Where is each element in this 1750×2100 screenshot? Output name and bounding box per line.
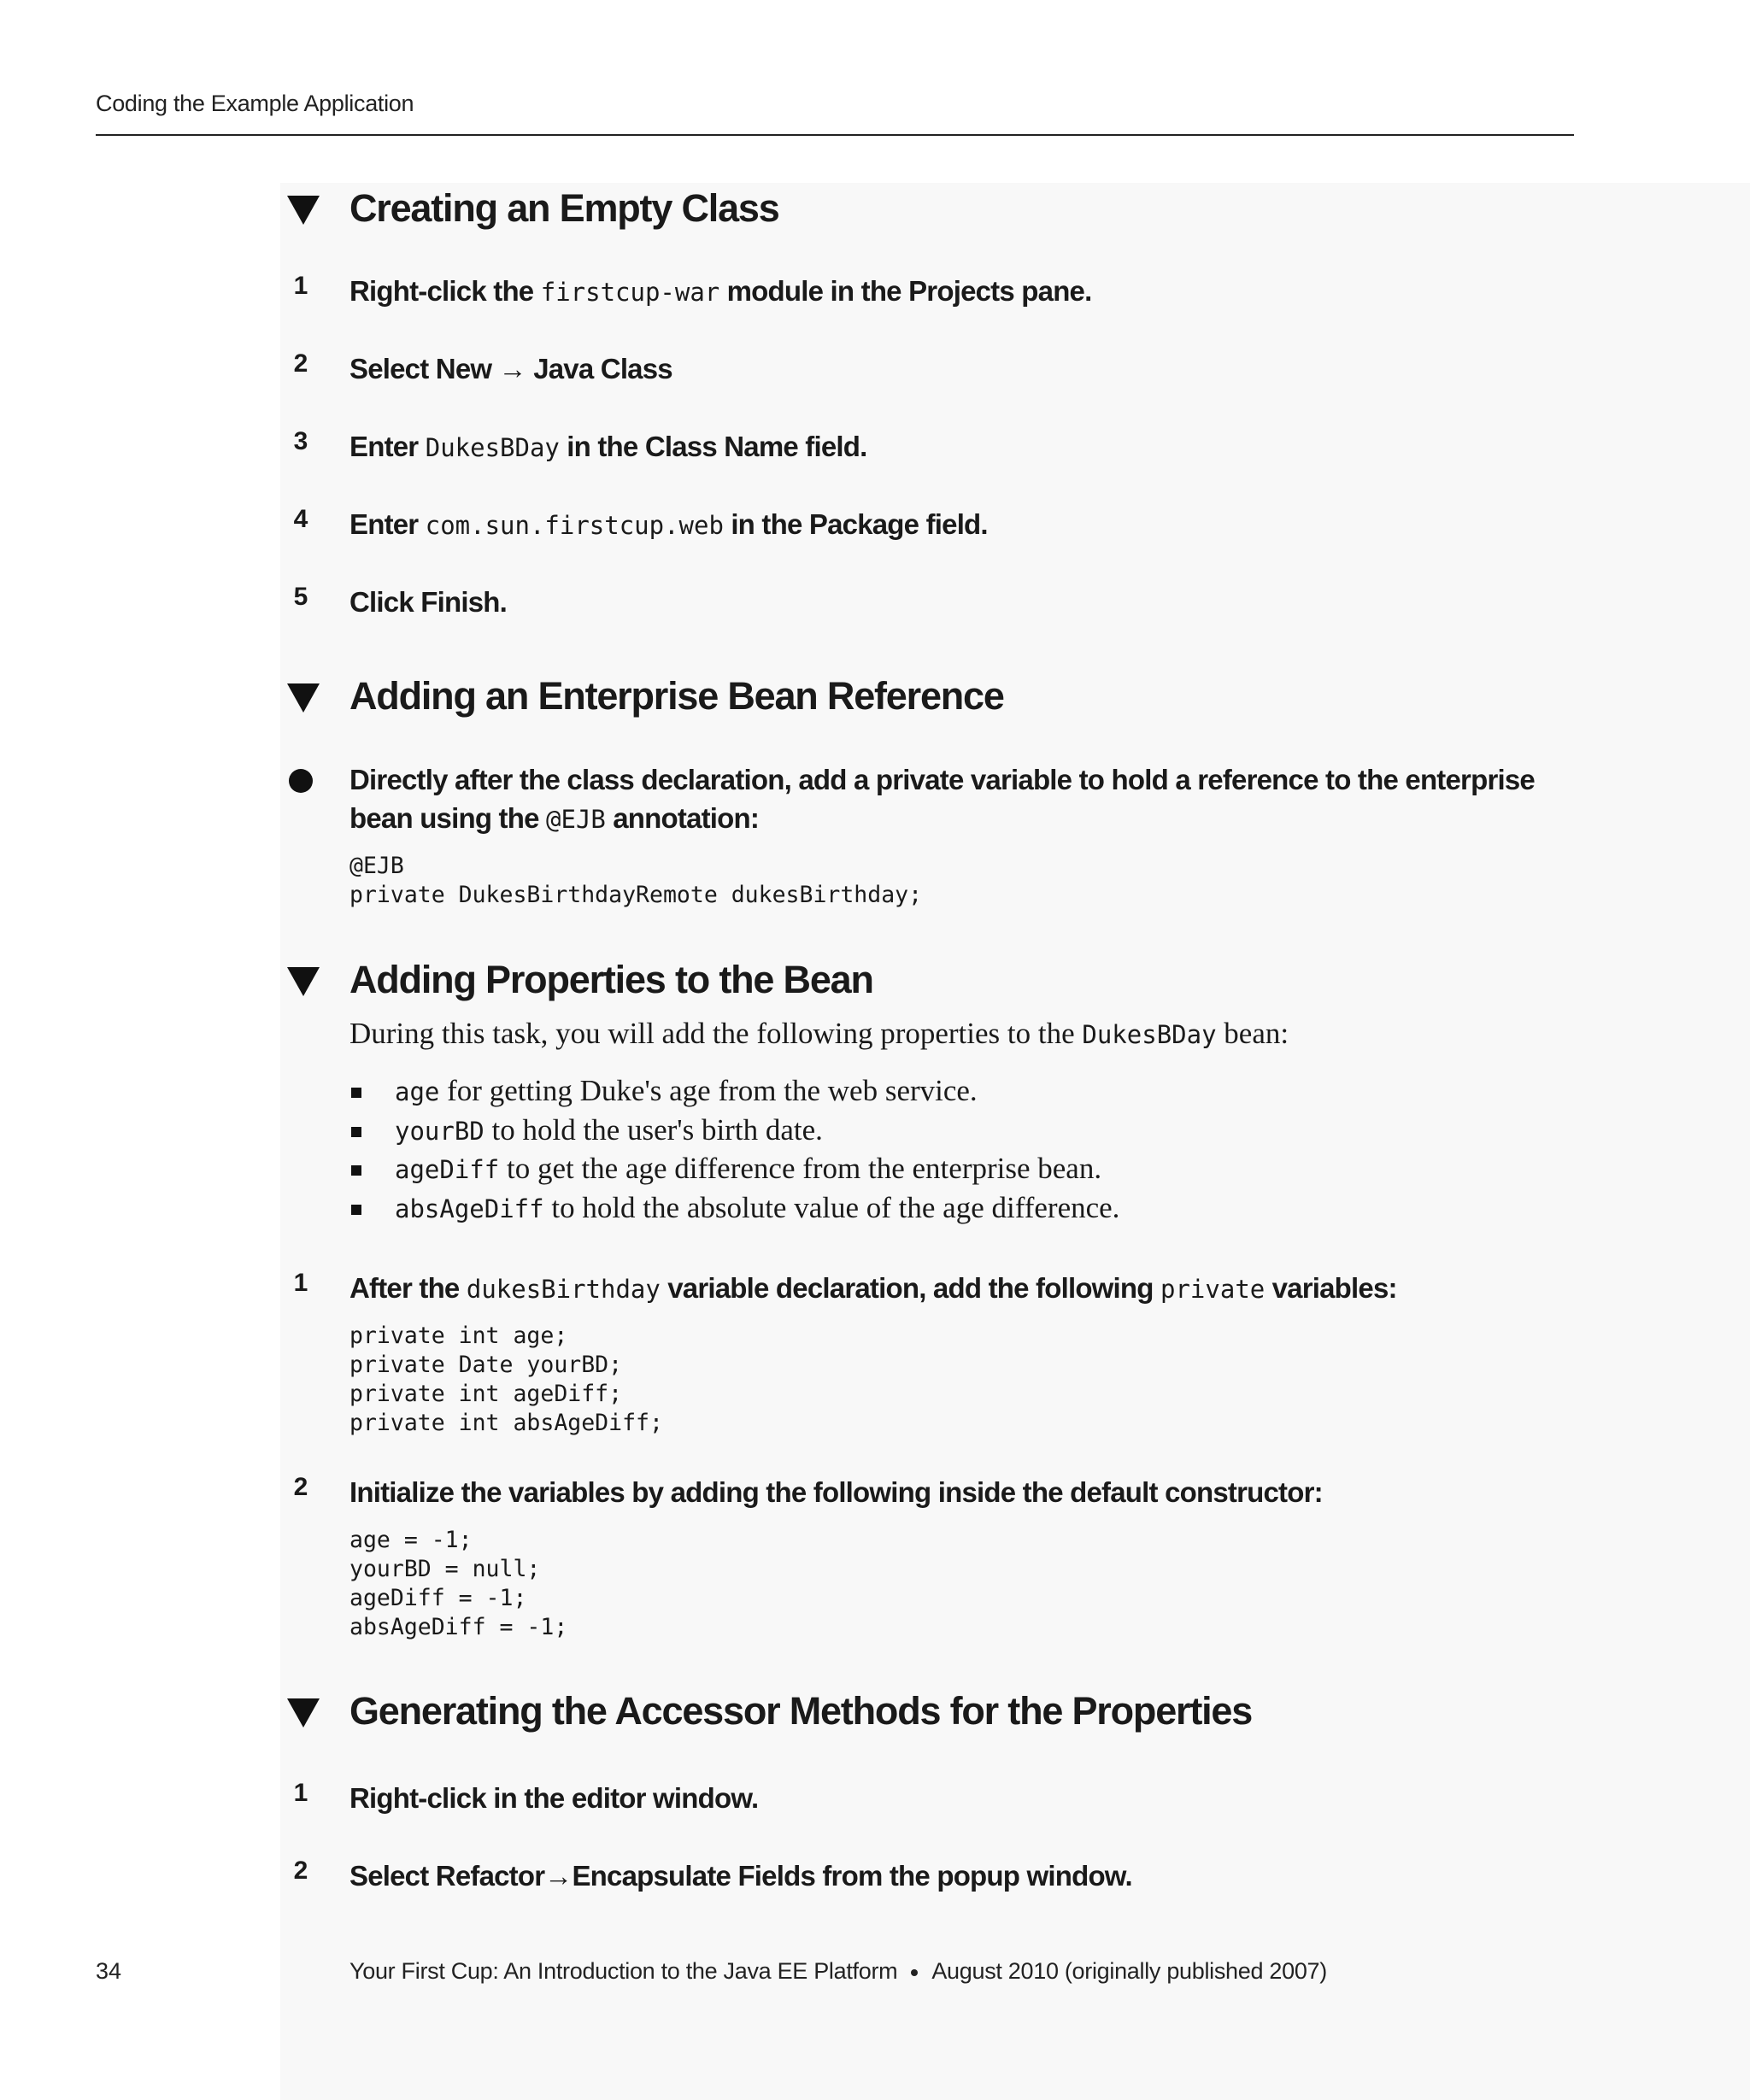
step-text — [349, 505, 1546, 545]
bullet-text — [349, 760, 1563, 839]
step-text-pre: Right-click the — [349, 275, 534, 307]
step-text-post: in the Class Name field. — [567, 431, 867, 462]
step-number: 1 — [293, 1269, 308, 1297]
bullet-text-post: annotation: — [613, 802, 760, 834]
list-item — [349, 1191, 1119, 1230]
arrow-icon: → — [498, 353, 526, 384]
step-text-pre: After the — [349, 1272, 460, 1304]
step-text: Right-click in the editor window. — [349, 1782, 759, 1814]
step-number: 3 — [293, 427, 308, 455]
step-text-post: variables: — [1271, 1272, 1397, 1304]
section-heading: Adding Properties to the Bean — [349, 958, 873, 1001]
inline-code: yourBD — [395, 1116, 484, 1146]
footer-date: August 2010 (originally published 2007) — [931, 1958, 1327, 1984]
page-number: 34 — [96, 1958, 122, 1984]
section-heading: Adding an Enterprise Bean Reference — [349, 674, 1004, 718]
step-text — [349, 272, 1546, 312]
inline-code: age — [395, 1077, 440, 1106]
step-text-post: in the Package field. — [731, 508, 988, 540]
step-text-post: Java Class — [533, 353, 672, 384]
step-text-pre: Select New — [349, 353, 492, 384]
step-text-pre: Enter — [349, 431, 419, 462]
step-text — [349, 1269, 1546, 1309]
section-intro — [349, 1017, 1289, 1051]
list-item — [349, 1152, 1119, 1191]
intro-text-pre: During this task, you will add the following properties to the — [349, 1017, 1075, 1050]
running-header: Coding the Example Application — [96, 91, 414, 116]
code-block: private int age; private Date yourBD; private int ageDiff; private int absAgeDiff; — [349, 1323, 663, 1436]
step-number: 2 — [293, 349, 308, 378]
bullet-dot-icon — [289, 769, 313, 793]
inline-code: com.sun.firstcup.web — [425, 511, 724, 540]
step-text-post: module in the Projects pane. — [726, 275, 1092, 307]
property-list — [349, 1074, 1119, 1229]
bullet-text-pre: Directly after the class declaration, add a private variable to hold a reference to the enterprise bean using the — [349, 764, 1535, 834]
step-number: 2 — [293, 1473, 308, 1501]
square-bullet-icon — [351, 1205, 361, 1215]
code-block: age = -1; yourBD = null; ageDiff = -1; absAgeDiff = -1; — [349, 1527, 568, 1640]
list-item-text: to get the age difference from the enterprise bean. — [506, 1152, 1102, 1185]
list-item-text: to hold the user's birth date. — [491, 1112, 823, 1147]
intro-text-post: bean: — [1224, 1017, 1289, 1050]
list-item-text: for getting Duke's age from the web service. — [447, 1074, 978, 1107]
inline-code: absAgeDiff — [395, 1194, 544, 1223]
step-text — [349, 427, 1546, 467]
section-heading: Creating an Empty Class — [349, 186, 779, 230]
step-number: 2 — [293, 1857, 308, 1885]
step-text-pre: Enter — [349, 508, 419, 540]
section-collapse-triangle-icon[interactable] — [287, 967, 320, 996]
step-number: 1 — [293, 272, 308, 300]
step-text-post: Encapsulate Fields from the popup window. — [572, 1860, 1132, 1892]
list-item — [349, 1074, 1119, 1113]
inline-code: @EJB — [546, 805, 606, 834]
section-collapse-triangle-icon[interactable] — [287, 683, 320, 713]
section-collapse-triangle-icon[interactable] — [287, 196, 320, 225]
inline-code: private — [1160, 1275, 1266, 1304]
section-collapse-triangle-icon[interactable] — [287, 1698, 320, 1728]
footer-book-info — [349, 1958, 1327, 1985]
square-bullet-icon — [351, 1088, 361, 1098]
step-text — [349, 1857, 1546, 1895]
step-number: 1 — [293, 1779, 308, 1807]
step-text-pre: Select Refactor — [349, 1860, 545, 1892]
list-item — [349, 1113, 1119, 1153]
code-block: @EJB private DukesBirthdayRemote dukesBirthday; — [349, 853, 923, 908]
step-number: 4 — [293, 505, 308, 533]
inline-code: DukesBDay — [1082, 1020, 1217, 1049]
list-item-text: to hold the absolute value of the age difference. — [551, 1190, 1120, 1224]
step-text — [349, 349, 1546, 388]
step-text-mid: variable declaration, add the following — [667, 1272, 1154, 1304]
square-bullet-icon — [351, 1165, 361, 1176]
step-text: Click Finish. — [349, 586, 507, 618]
bullet-separator-icon — [911, 1969, 918, 1976]
inline-code: firstcup-war — [540, 278, 720, 307]
inline-code: DukesBDay — [425, 433, 560, 462]
footer-book-title: Your First Cup: An Introduction to the Java EE Platform — [349, 1958, 898, 1984]
inline-code: ageDiff — [395, 1155, 500, 1184]
arrow-icon: → — [544, 1860, 573, 1892]
inline-code: dukesBirthday — [466, 1275, 661, 1304]
step-number: 5 — [293, 583, 308, 611]
section-heading: Generating the Accessor Methods for the Properties — [349, 1689, 1253, 1733]
step-text: Initialize the variables by adding the following inside the default constructor: — [349, 1476, 1323, 1508]
square-bullet-icon — [351, 1127, 361, 1137]
